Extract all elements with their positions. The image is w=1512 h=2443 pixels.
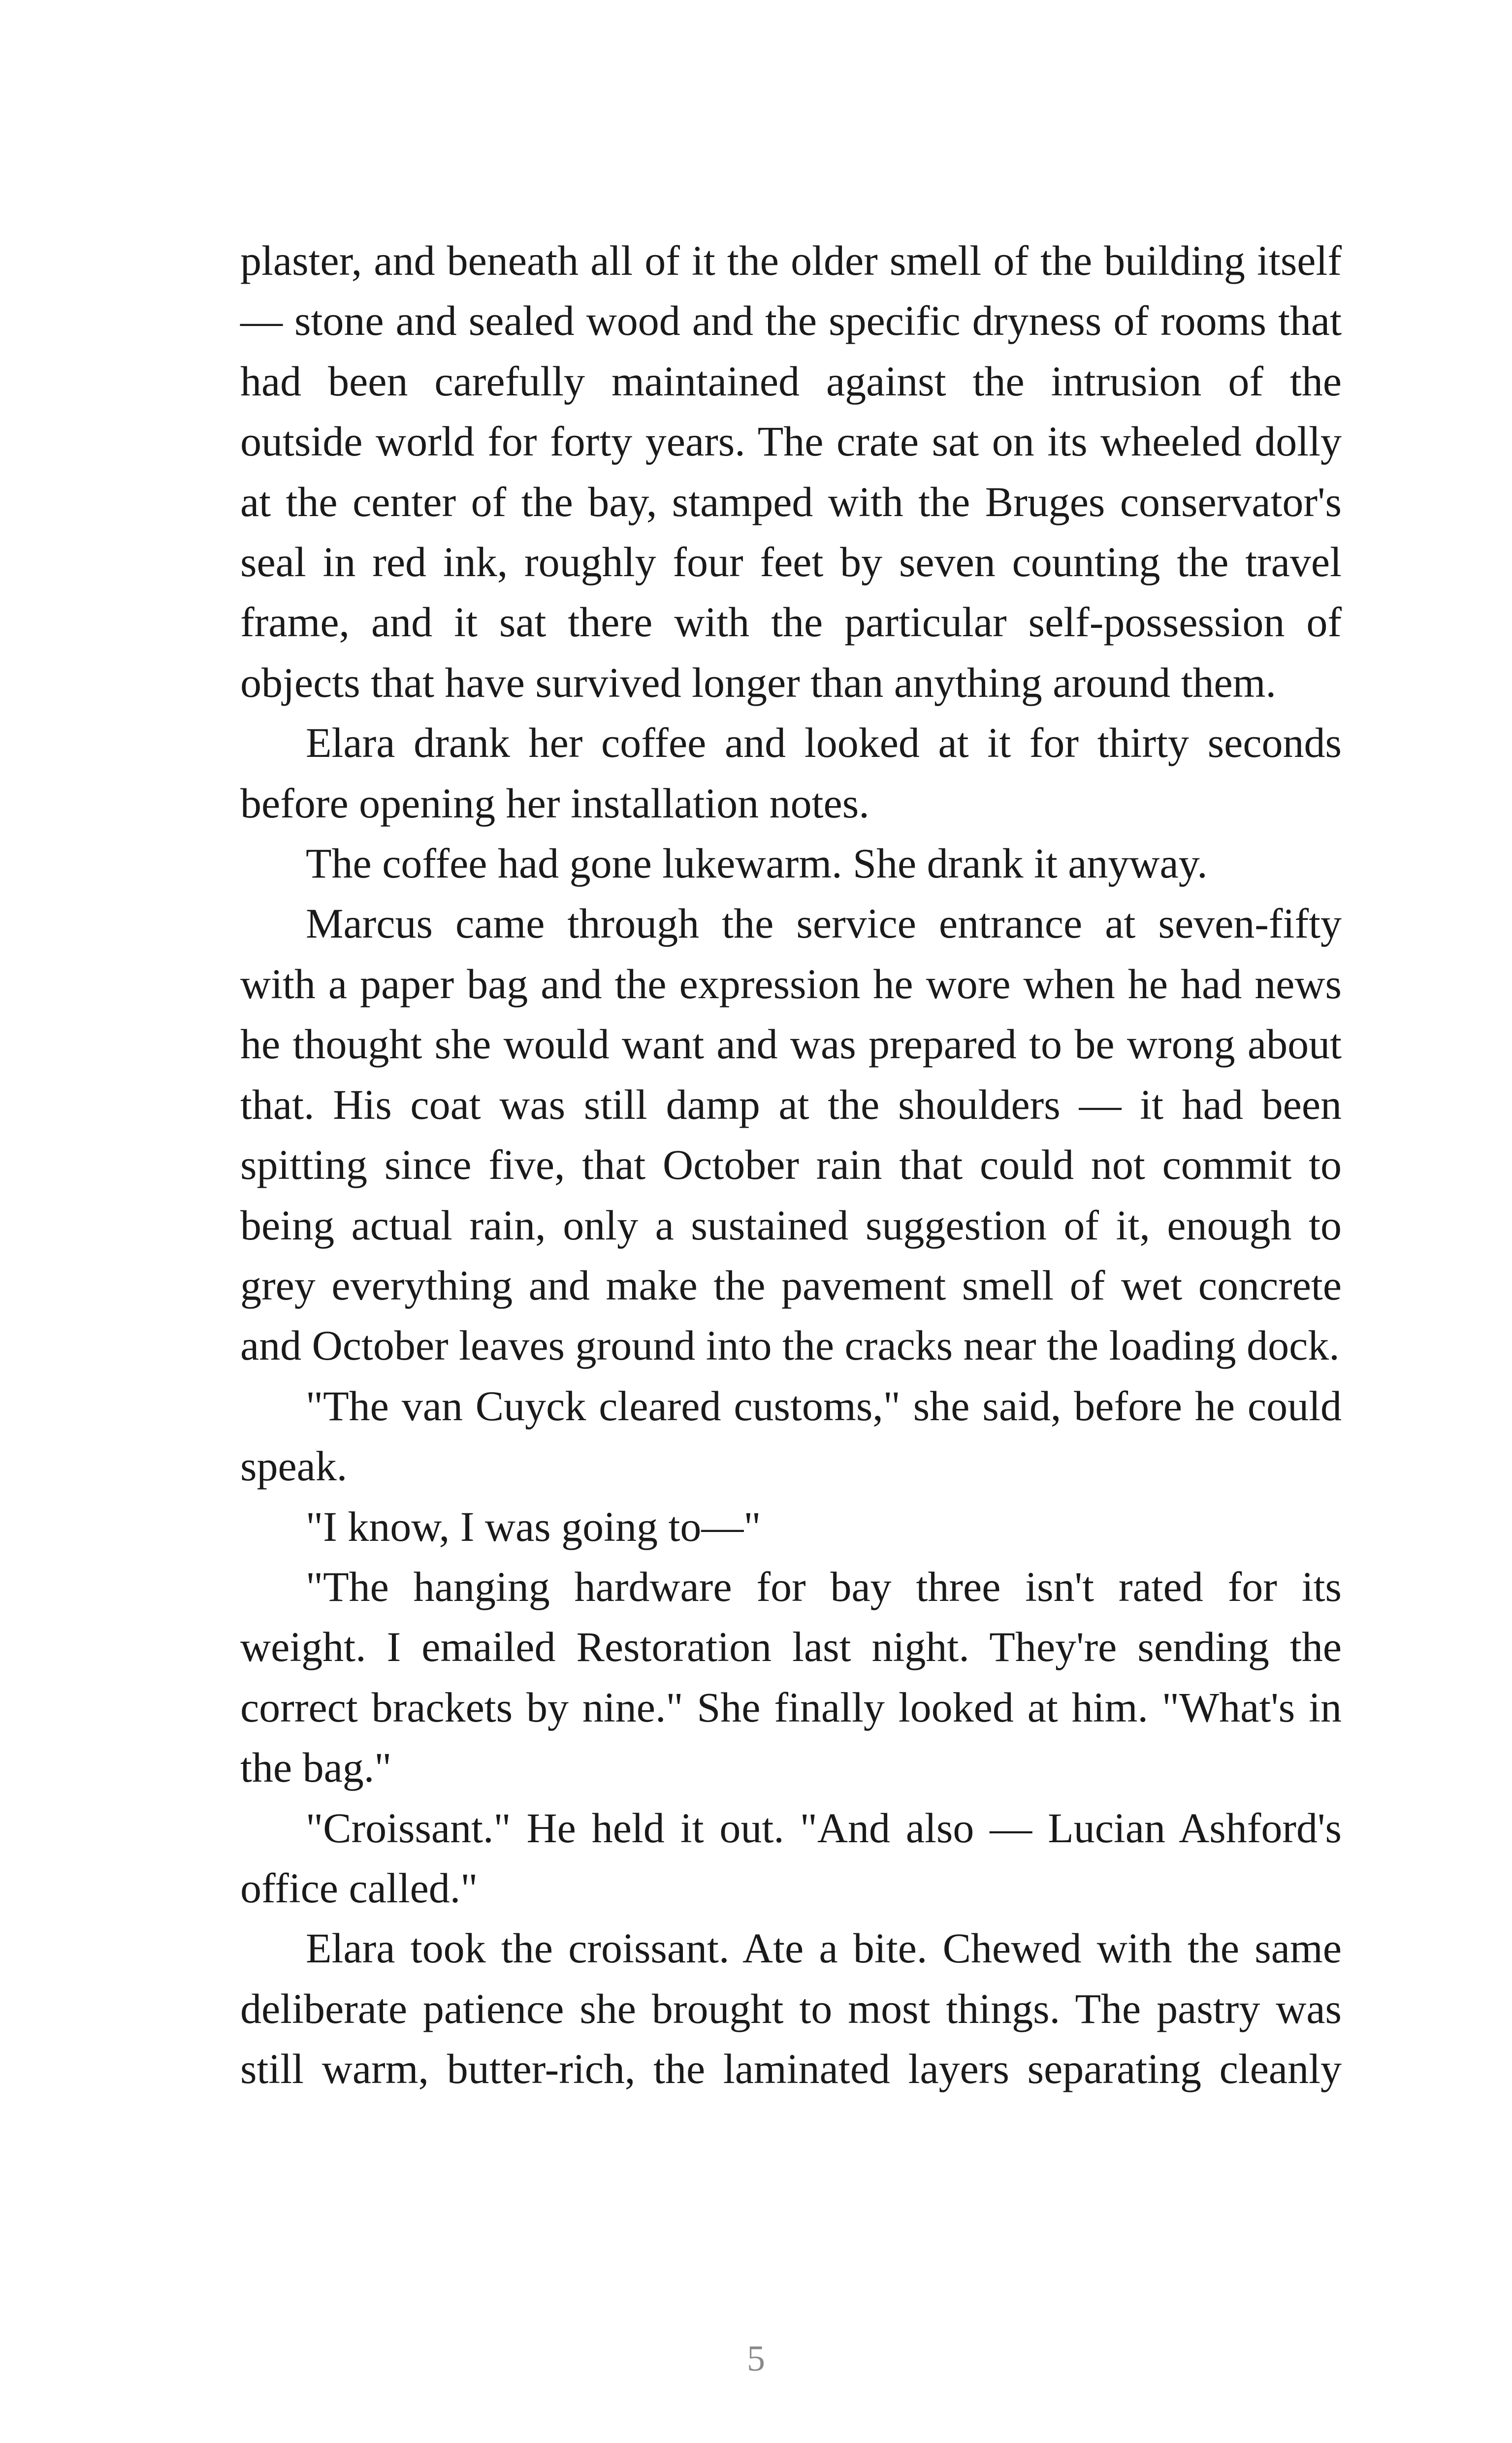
paragraph: Elara drank her coffee and looked at it for thirty seconds before opening her installation notes.: [240, 719, 1342, 827]
paragraph: Marcus came through the service entrance at seven-fifty with a paper bag and the expression he wore when he had news he thought she would want and was prepared to be wrong about that. His coat was still damp at the shoulders — it had been spitting since five, that October rain that could not commit to being actual rain, only a sustained suggestion of it, enough to grey everything and make the pavement smell of wet concrete and October leaves ground into the cracks near the loading dock.: [240, 900, 1342, 1369]
paragraph: "The hanging hardware for bay three isn't rated for its weight. I emailed Restoration last night. They're sending the correct brackets by nine." She finally looked at him. "What's in the bag.": [240, 1563, 1342, 1792]
paragraph-last: Elara took the croissant. Ate a bite. Chewed with the same deliberate patience she brought to most things. The pastry was still warm, butter-rich, the laminated layers separating cleanly: [240, 1924, 1342, 2093]
page-number: 5: [747, 2339, 765, 2379]
paragraph: The coffee had gone lukewarm. She drank it anyway.: [306, 840, 1208, 887]
body-text: [240, 230, 1342, 2099]
paragraph-continued: plaster, and beneath all of it the older smell of the building itself — stone and sealed wood and the specific dryness of rooms that had been carefully maintained against the intrusion of the outside world for forty years. The crate sat on its wheeled dolly at the center of the bay, stamped with the Bruges conservator's seal in red ink, roughly four feet by seven counting the travel frame, and it sat there with the particular self-possession of objects that have survived longer than anything around them.: [240, 237, 1342, 706]
paragraph: "I know, I was going to—": [306, 1502, 761, 1550]
paragraph: "Croissant." He held it out. "And also — Lucian Ashford's office called.": [240, 1804, 1342, 1912]
paragraph: "The van Cuyck cleared customs," she said, before he could speak.: [240, 1382, 1342, 1490]
